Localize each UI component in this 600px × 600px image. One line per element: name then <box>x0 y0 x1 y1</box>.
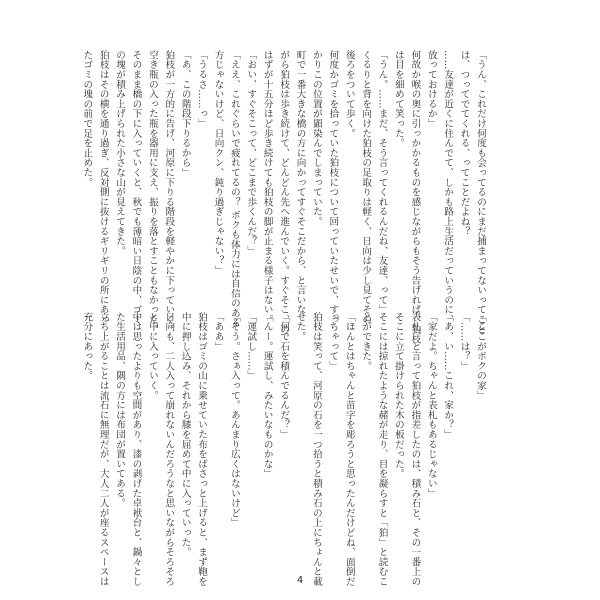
text-line: 方じゃないけど、日向クン、鈍り過ぎじゃない？」 <box>212 50 224 276</box>
text-line: 何故か喉の奥に引っかかるものを感じながらもそう告げれば、狛枝 <box>409 50 421 344</box>
text-line: 何度かゴミを拾っていた狛枝について回っていたせいで、すっ <box>327 50 339 325</box>
text-line: 「ええ、これぐらいで疲れてるの？ ボクも体力には自信のある <box>228 50 240 328</box>
text-line: とができた。 <box>360 312 372 371</box>
text-line: 「うるさ……っ」 <box>196 50 208 129</box>
text-line: 「ああ」 <box>212 312 224 352</box>
text-line: と中に入っていく。 <box>146 312 158 401</box>
text-line: そのまま橋の下に入っていくと、秋でも薄暗い日陰の中、ゴミ <box>130 50 142 325</box>
text-line: 「あ、い……これ、家か？」 <box>442 312 454 440</box>
text-line: 「何で石を積んでるんだ？」 <box>278 312 290 440</box>
text-line: 後ろをついて歩く。 <box>343 50 355 139</box>
text-line: たゴミの塊の前で足を止めた。 <box>81 50 93 188</box>
text-line: 放っておけるか」 <box>425 50 437 129</box>
text-line: 狛枝はゴミの山に乗せていた布をばさっと上げると、まず鞄を <box>196 312 208 587</box>
text-line: 中は思ったよりも空間があり、漆の剥げた卓袱台と、鍋々とし <box>130 312 142 587</box>
text-line: ……友達が近くに住んでて、しかも路上生活だっていうのに、 <box>442 50 454 325</box>
text-line: 「ほんとはちゃんと苗字を彫ろうと思ったんだけどね、面倒だ <box>343 312 355 587</box>
text-line: は目を細めて笑った。 <box>392 50 404 148</box>
text-line: 「運試し……」 <box>245 312 257 381</box>
text-line: がら狛枝は歩き続けて、どんどん先へ進んでいく。すぐそこ、の <box>278 50 290 335</box>
text-line: 「おい、すぐそこって、どこまで歩くんだ？」 <box>245 50 257 256</box>
text-line: 「うん、これだけ何度も会ってるのにまだ捕まってないってこと <box>475 50 486 335</box>
text-line: 狛枝はその横を通り過ぎ、反対側に抜けるギリギリの所にあっ <box>97 50 109 325</box>
text-line: 立ち上がることは流石に無理だが、大人二人が座るスペースは <box>97 312 109 587</box>
text-line: 充分にあった。 <box>81 312 93 381</box>
text-line: そこには掠れたような赭が走り、目を凝らすと「狛」と読むこ <box>376 312 388 587</box>
text-line: っちゃって」 <box>327 312 339 371</box>
text-line: そこに立て掛けられた木の板だった。 <box>392 312 404 479</box>
text-line: 「そう。さぁ入って。あんまり広くはないけど」 <box>228 312 240 528</box>
text-line: かりこの位置が顕染んでしまっていた。 <box>310 50 322 227</box>
text-line: 中に押し込み、それから膝を屈めて中に入っていった。 <box>179 312 191 557</box>
text-line: 「うん。……まだ、そう言ってくれるんだね、友達、って」 <box>376 50 388 315</box>
text-line: 狛枝が一方的に告げ、河原に下りる階段を軽やかに下っていく。 <box>163 50 175 335</box>
text-line: の塊が積み上げられた小さな山が見えてきた。 <box>114 50 126 256</box>
text-line: 「……は？」 <box>458 312 470 371</box>
text-line: 日向も、二人入って崩れないんだろうなと思いながらそろそろ <box>163 312 175 587</box>
text-line: はずが十五分ほど歩き続けても狛枝の脚が止まる様子はない。 <box>261 50 273 325</box>
text-line: 表札、と言って狛枝が指差したのは、積み石と、その一番上の <box>409 312 421 587</box>
text-line: 町で一番大きな橋の方に向かってすぐそこだから、と言いな <box>294 50 306 315</box>
text-line: 「あ、この階段下りるから」 <box>179 50 191 178</box>
page-number: 4 <box>296 575 304 586</box>
text-line: 「んー。運試し、みたいなものかな」 <box>261 312 273 479</box>
text-line: 狛枝は笑って、河原の石を一つ拾うと積み石の上にちょんと載 <box>310 312 322 587</box>
text-line: 「家だよ。ちゃんと表札もあるじゃない」 <box>425 312 437 499</box>
text-line: た生活用品、隅の方には布団が置いてある。 <box>114 312 126 508</box>
text-line: せた。 <box>294 312 306 342</box>
text-line: 空き瓶の入った瓶を器用に支え、振りを落とすこともなかった。 <box>146 50 158 335</box>
text-line: は、つってでてくれる、ってことだよね？ <box>458 50 470 237</box>
text-line: 「ここがボクの家」 <box>475 312 486 401</box>
text-line: くるりと背を向けた狛枝の足取りは軽く、日向は少し見てその <box>360 50 372 325</box>
text-block-lower <box>78 312 488 587</box>
